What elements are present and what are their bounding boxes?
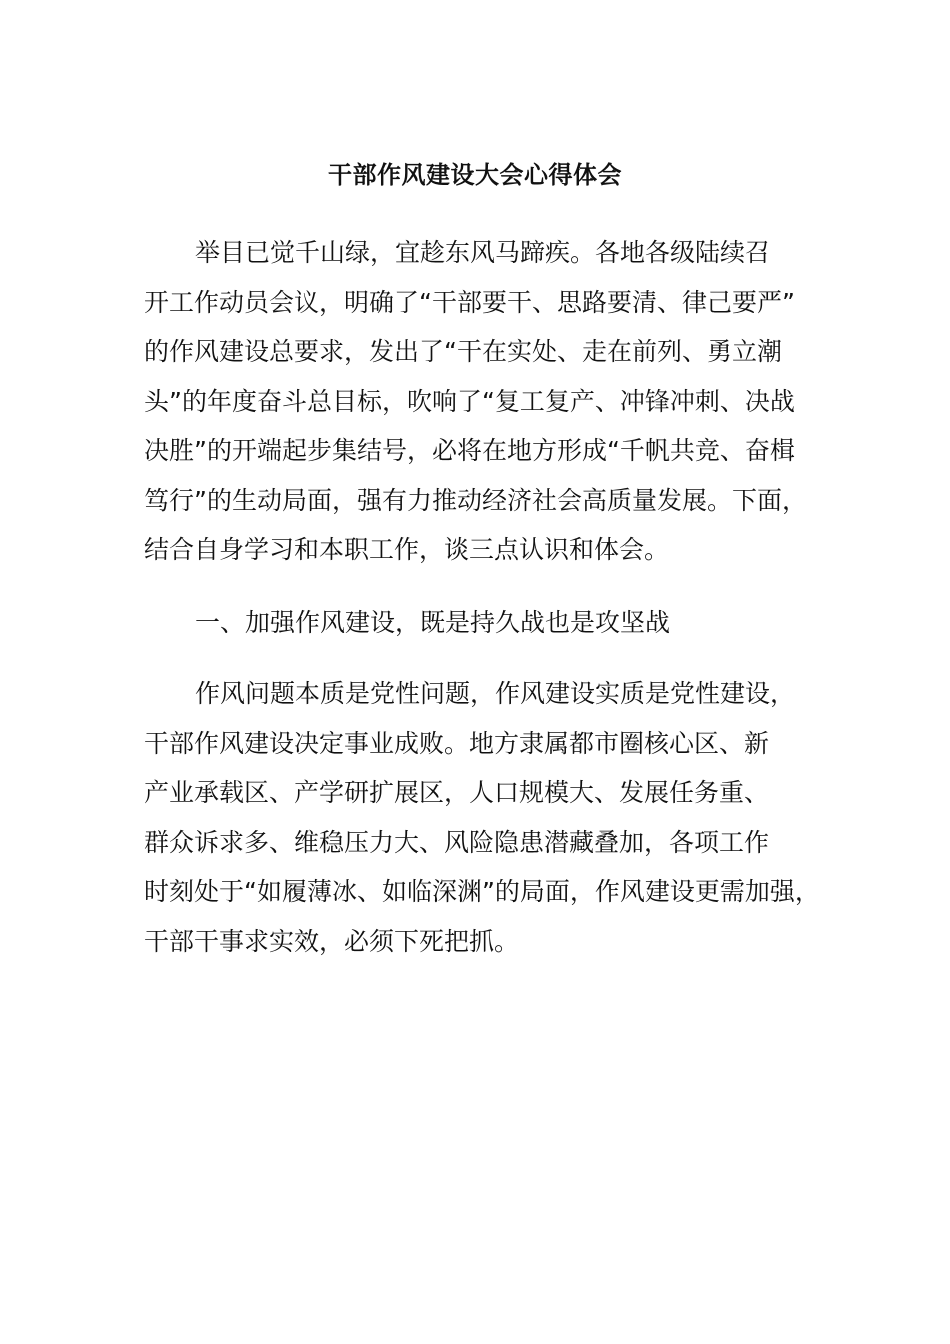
document-title: 干部作风建设大会心得体会 [328,161,622,189]
section-heading-line: 一、加强作风建设，既是持久战也是攻坚战 [195,608,671,637]
paragraph-line: 干部作风建设决定事业成败。地方隶属都市圈核心区、新 [144,728,770,758]
paragraph-line: 干部干事求实效，必须下死把抓。 [144,926,520,956]
paragraph-line: 举目已觉千山绿，宜趁东风马蹄疾。各地各级陆续召 [195,238,771,267]
paragraph-line: 决胜”的开端起步集结号，必将在地方形成“千帆共竞、奋楫 [144,436,795,465]
paragraph-intro [144,228,824,575]
paragraph-line: 时刻处于“如履薄冰、如临深渊”的局面，作风建设更需加强， [144,877,820,906]
section-heading [144,598,824,648]
paragraph-line: 的作风建设总要求，发出了“干在实处、走在前列、勇立潮 [144,337,782,366]
paragraph-section-one [144,669,824,966]
paragraph-line: 结合自身学习和本职工作，谈三点认识和体会。 [144,535,670,564]
paragraph-line: 产业承载区、产学研扩展区，人口规模大、发展任务重、 [144,778,770,807]
paragraph-line: 笃行”的生动局面，强有力推动经济社会高质量发展。下面， [144,485,807,515]
paragraph-line: 头”的年度奋斗总目标，吹响了“复工复产、冲锋冲刺、决战 [144,386,795,416]
paragraph-line: 开工作动员会议，明确了“干部要干、思路要清、律己要严” [144,287,795,317]
paragraph-line: 作风问题本质是党性问题，作风建设实质是党性建设， [195,679,796,708]
paragraph-line: 群众诉求多、维稳压力大、风险隐患潜藏叠加，各项工作 [144,827,770,857]
